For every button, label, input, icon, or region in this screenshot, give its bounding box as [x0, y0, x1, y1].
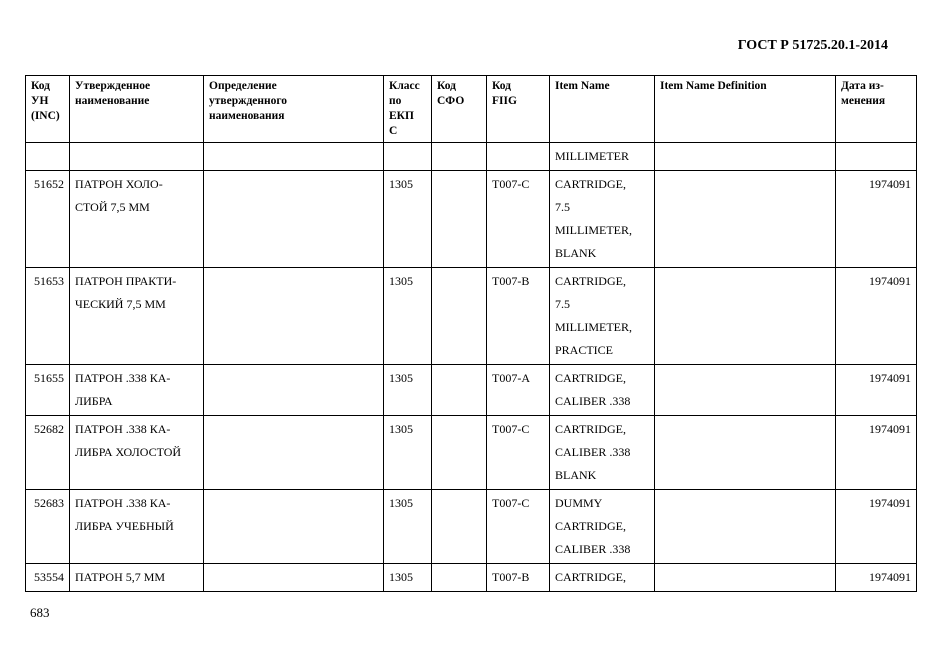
cell-approved-name: ПАТРОН ПРАКТИ- ЧЕСКИЙ 7,5 ММ	[70, 268, 204, 365]
cell-approved-name	[70, 143, 204, 171]
cell-change-date: 1974091	[836, 365, 917, 416]
inc-table	[25, 75, 917, 592]
cell-change-date: 1974091	[836, 490, 917, 564]
cell-definition	[204, 416, 384, 490]
cell-item-name-definition	[655, 143, 836, 171]
cell-code	[26, 143, 70, 171]
col-header-sfo: Код СФО	[432, 76, 487, 143]
cell-code: 51652	[26, 171, 70, 268]
cell-item-name: CARTRIDGE, CALIBER .338 BLANK	[550, 416, 655, 490]
cell-item-name: CARTRIDGE, 7.5 MILLIMETER, PRACTICE	[550, 268, 655, 365]
cell-sfo	[432, 268, 487, 365]
cell-sfo	[432, 143, 487, 171]
cell-fiig: T007-B	[487, 268, 550, 365]
cell-sfo	[432, 365, 487, 416]
cell-fiig	[487, 143, 550, 171]
cell-class	[384, 143, 432, 171]
table-row	[26, 268, 917, 365]
col-header-change-date: Дата из- менения	[836, 76, 917, 143]
cell-definition	[204, 268, 384, 365]
cell-item-name: DUMMY CARTRIDGE, CALIBER .338	[550, 490, 655, 564]
cell-code: 51655	[26, 365, 70, 416]
document-title: ГОСТ Р 51725.20.1-2014	[737, 38, 888, 53]
cell-class: 1305	[384, 268, 432, 365]
cell-code: 52682	[26, 416, 70, 490]
table-row	[26, 365, 917, 416]
cell-change-date: 1974091	[836, 171, 917, 268]
cell-class: 1305	[384, 171, 432, 268]
cell-definition	[204, 171, 384, 268]
cell-fiig: T007-C	[487, 171, 550, 268]
cell-item-name-definition	[655, 564, 836, 592]
cell-definition	[204, 365, 384, 416]
col-header-code: Код УН (INC)	[26, 76, 70, 143]
cell-fiig: T007-C	[487, 416, 550, 490]
cell-item-name: CARTRIDGE,	[550, 564, 655, 592]
cell-change-date: 1974091	[836, 268, 917, 365]
col-header-approved-name: Утвержденное наименование	[70, 76, 204, 143]
cell-approved-name: ПАТРОН .338 КА- ЛИБРА УЧЕБНЫЙ	[70, 490, 204, 564]
cell-fiig: T007-B	[487, 564, 550, 592]
col-header-item-name: Item Name	[550, 76, 655, 143]
cell-change-date: 1974091	[836, 564, 917, 592]
cell-item-name-definition	[655, 416, 836, 490]
cell-code: 52683	[26, 490, 70, 564]
cell-sfo	[432, 416, 487, 490]
table-row	[26, 171, 917, 268]
cell-item-name-definition	[655, 365, 836, 416]
col-header-class: Класс по ЕКП С	[384, 76, 432, 143]
col-header-definition: Определение утвержденного наименования	[204, 76, 384, 143]
cell-change-date: 1974091	[836, 416, 917, 490]
cell-item-name-definition	[655, 268, 836, 365]
cell-item-name: CARTRIDGE, 7.5 MILLIMETER, BLANK	[550, 171, 655, 268]
cell-definition	[204, 564, 384, 592]
col-header-item-name-definition: Item Name Definition	[655, 76, 836, 143]
cell-approved-name: ПАТРОН .338 КА- ЛИБРА ХОЛОСТОЙ	[70, 416, 204, 490]
cell-sfo	[432, 490, 487, 564]
cell-sfo	[432, 171, 487, 268]
cell-code: 51653	[26, 268, 70, 365]
cell-change-date	[836, 143, 917, 171]
cell-fiig: T007-A	[487, 365, 550, 416]
cell-class: 1305	[384, 490, 432, 564]
cell-approved-name: ПАТРОН ХОЛО- СТОЙ 7,5 ММ	[70, 171, 204, 268]
cell-class: 1305	[384, 416, 432, 490]
table-row	[26, 490, 917, 564]
table-row	[26, 564, 917, 592]
cell-item-name-definition	[655, 490, 836, 564]
cell-definition	[204, 143, 384, 171]
cell-class: 1305	[384, 564, 432, 592]
cell-code: 53554	[26, 564, 70, 592]
cell-item-name-definition	[655, 171, 836, 268]
table-row	[26, 416, 917, 490]
cell-approved-name: ПАТРОН 5,7 ММ	[70, 564, 204, 592]
cell-approved-name: ПАТРОН .338 КА- ЛИБРА	[70, 365, 204, 416]
page-number: 683	[30, 605, 50, 620]
table-header-row	[26, 76, 917, 143]
cell-sfo	[432, 564, 487, 592]
cell-definition	[204, 490, 384, 564]
cell-item-name: MILLIMETER	[550, 143, 655, 171]
table-row	[26, 143, 917, 171]
cell-fiig: T007-C	[487, 490, 550, 564]
cell-class: 1305	[384, 365, 432, 416]
col-header-fiig: Код FIIG	[487, 76, 550, 143]
cell-item-name: CARTRIDGE, CALIBER .338	[550, 365, 655, 416]
